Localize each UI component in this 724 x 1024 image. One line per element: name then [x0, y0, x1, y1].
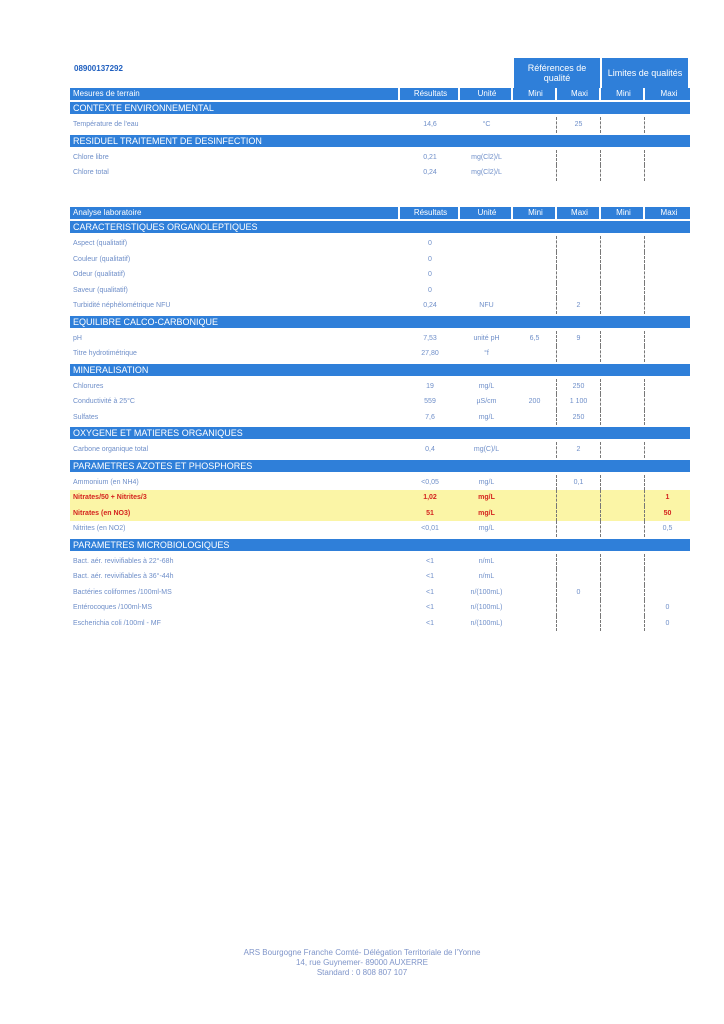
- table-row: [70, 165, 690, 181]
- table-row: [70, 600, 690, 616]
- header-cell: Résultats: [400, 207, 460, 219]
- table-row: [70, 585, 690, 601]
- table-cell: Nitrites (en NO2): [73, 525, 126, 532]
- table-cell: [513, 150, 557, 166]
- table-cell: mg/L: [478, 525, 495, 532]
- table-cell: [601, 150, 645, 166]
- table-cell: n/mL: [478, 557, 495, 565]
- table-row: [70, 616, 690, 632]
- table-cell: [601, 521, 645, 537]
- table-cell: [645, 379, 690, 395]
- table-cell: [513, 554, 557, 570]
- table-cell: 1,02: [423, 494, 437, 501]
- section-title: PARAMETRES AZOTES ET PHOSPHORES: [70, 460, 690, 475]
- footer-line-2: 14, rue Guynemer- 89000 AUXERRE: [295, 958, 429, 967]
- header-groups: [514, 58, 690, 88]
- header-cell: Maxi: [660, 208, 678, 217]
- table-cell: 14,6: [423, 121, 437, 128]
- table-cell: 0,5: [662, 525, 673, 532]
- table-header: [70, 207, 690, 219]
- header-cell: Unité: [460, 88, 513, 100]
- header-cell: Maxi: [557, 88, 601, 100]
- table-cell: Bact. aér. revivifiables à 36°-44h: [73, 573, 174, 580]
- table-cell: 0: [665, 604, 670, 611]
- table-cell: [557, 506, 601, 522]
- header-cell: Mini: [513, 207, 557, 219]
- table-cell: [513, 298, 557, 314]
- table-cell: Turbidité néphélométrique NFU: [73, 302, 171, 309]
- header-cell: Maxi: [557, 207, 601, 219]
- table-cell: [601, 165, 645, 181]
- table-cell: Saveur (qualitatif): [73, 286, 128, 294]
- table-cell: [513, 236, 557, 252]
- table-cell: [513, 569, 557, 585]
- table-cell: mg(Cl2)/L: [471, 153, 502, 161]
- references-header: Références de qualité: [514, 58, 602, 88]
- table-cell: [513, 490, 557, 506]
- table-cell: [513, 506, 557, 522]
- table-cell: [645, 267, 690, 283]
- table-cell: [513, 600, 557, 616]
- limits-header: Limites de qualités: [602, 58, 690, 88]
- table-cell: [460, 267, 513, 283]
- table-cell: [513, 283, 557, 299]
- table-cell: unité pH: [473, 334, 500, 342]
- table-cell: mg(C)/L: [473, 446, 500, 453]
- table-cell: n/(100mL): [470, 604, 503, 611]
- table-row: [70, 150, 690, 166]
- table-cell: mg/L: [478, 478, 495, 486]
- table-row: [70, 554, 690, 570]
- table-cell: [513, 616, 557, 632]
- table-cell: 50: [663, 509, 672, 517]
- table-cell: [513, 267, 557, 283]
- table-cell: [645, 346, 690, 362]
- table-cell: 2: [557, 298, 601, 314]
- table-cell: [601, 394, 645, 410]
- table-cell: mg/L: [478, 382, 495, 390]
- section-title: RESIDUEL TRAITEMENT DE DESINFECTION: [70, 135, 690, 150]
- table-cell: Température de l'eau: [73, 121, 139, 128]
- table-cell: 0,24: [423, 169, 437, 176]
- table-cell: NFU: [479, 302, 494, 309]
- table-cell: 250: [557, 410, 601, 426]
- header-cell: Mini: [601, 207, 645, 219]
- table-cell: 7,53: [423, 334, 437, 342]
- table-cell: [557, 600, 601, 616]
- section-title: EQUILIBRE CALCO-CARBONIQUE: [70, 316, 690, 331]
- table-cell: [557, 150, 601, 166]
- table-cell: 0: [428, 286, 432, 294]
- table-cell: mg/L: [478, 509, 495, 517]
- table-cell: Escherichia coli /100ml - MF: [73, 619, 161, 627]
- table-row: [70, 252, 690, 268]
- table-row: [70, 379, 690, 395]
- table-cell: [645, 569, 690, 585]
- table-cell: [513, 117, 557, 133]
- header-cell: Mesures de terrain: [70, 88, 400, 100]
- table-cell: 2: [557, 442, 601, 458]
- footer-line-3: Standard : 0 808 807 107: [316, 968, 408, 977]
- table-cell: [460, 252, 513, 268]
- table-cell: [557, 252, 601, 268]
- table-cell: Chlorures: [73, 382, 104, 390]
- table-cell: [645, 150, 690, 166]
- table-row: [70, 267, 690, 283]
- footer: [0, 948, 724, 978]
- lab-analysis-table: [70, 207, 690, 631]
- table-cell: [601, 554, 645, 570]
- section-title: OXYGENE ET MATIERES ORGANIQUES: [70, 427, 690, 442]
- table-cell: [645, 252, 690, 268]
- table-cell: [645, 585, 690, 601]
- header-cell: Maxi: [660, 89, 678, 98]
- table-cell: [601, 236, 645, 252]
- header-cell: Résultats: [400, 88, 460, 100]
- field-measurements-table: [70, 88, 690, 181]
- table-cell: [645, 236, 690, 252]
- footer-line-1: ARS Bourgogne Franche Comté- Délégation Territoriale de l'Yonne: [243, 948, 481, 957]
- table-cell: Chlore libre: [73, 153, 109, 161]
- table-cell: 9: [557, 331, 601, 347]
- section-title: MINERALISATION: [70, 364, 690, 379]
- table-cell: Sulfates: [73, 413, 99, 421]
- table-cell: [601, 616, 645, 632]
- header-cell: Mini: [513, 88, 557, 100]
- table-cell: mg(Cl2)/L: [471, 169, 502, 176]
- table-cell: Titre hydrotimétrique: [73, 350, 137, 357]
- table-cell: 0: [665, 619, 670, 627]
- table-row: [70, 410, 690, 426]
- table-cell: 1: [665, 494, 670, 501]
- table-cell: 1 100: [557, 394, 601, 410]
- table-cell: [601, 506, 645, 522]
- table-cell: 559: [424, 398, 436, 405]
- table-cell: [645, 410, 690, 426]
- table-cell: 0: [557, 585, 601, 601]
- table-cell: n/(100mL): [470, 588, 503, 596]
- table-cell: [601, 379, 645, 395]
- table-row: [70, 442, 690, 458]
- table-cell: [601, 569, 645, 585]
- table-cell: [513, 252, 557, 268]
- table-cell: 27,80: [421, 350, 439, 357]
- table-cell: [601, 331, 645, 347]
- section-title: CARACTERISTIQUES ORGANOLEPTIQUES: [70, 221, 690, 236]
- table-cell: <1: [426, 588, 434, 596]
- table-cell: 7,6: [425, 413, 435, 421]
- section-title: PARAMETRES MICROBIOLOGIQUES: [70, 539, 690, 554]
- table-cell: [513, 410, 557, 426]
- table-row: [70, 117, 690, 133]
- table-cell: Entérocoques /100ml-MS: [73, 604, 152, 611]
- table-cell: [601, 283, 645, 299]
- table-cell: °C: [482, 121, 491, 128]
- table-cell: [645, 165, 690, 181]
- table-cell: [460, 283, 513, 299]
- table-cell: µS/cm: [476, 398, 497, 405]
- table-cell: 0,4: [425, 446, 435, 453]
- header-cell: Unité: [460, 207, 513, 219]
- table-cell: Nitrates (en NO3): [73, 509, 131, 517]
- table-cell: [645, 442, 690, 458]
- table-row: [70, 346, 690, 362]
- table-cell: [513, 585, 557, 601]
- table-cell: [557, 236, 601, 252]
- table-cell: [601, 267, 645, 283]
- table-row: [70, 521, 690, 537]
- table-cell: 0: [428, 255, 432, 263]
- table-cell: [645, 298, 690, 314]
- table-header: [70, 88, 690, 100]
- table-cell: 250: [557, 379, 601, 395]
- table-row: [70, 569, 690, 585]
- table-cell: Chlore total: [73, 169, 109, 176]
- table-cell: 0: [428, 240, 432, 247]
- table-row: [70, 283, 690, 299]
- header-cell: Analyse laboratoire: [70, 207, 400, 219]
- table-cell: Bactéries coliformes /100ml-MS: [73, 588, 172, 596]
- table-cell: n/(100mL): [470, 619, 503, 627]
- table-cell: 25: [557, 117, 601, 133]
- table-cell: pH: [73, 334, 82, 342]
- table-cell: [601, 252, 645, 268]
- table-cell: [557, 569, 601, 585]
- table-cell: Couleur (qualitatif): [73, 255, 131, 263]
- table-cell: mg/L: [478, 494, 495, 501]
- table-cell: 0,1: [557, 475, 601, 491]
- table-cell: Carbone organique total: [73, 446, 149, 453]
- table-cell: [513, 442, 557, 458]
- table-cell: [513, 346, 557, 362]
- table-cell: [557, 521, 601, 537]
- table-row: [70, 475, 690, 491]
- table-cell: [513, 475, 557, 491]
- table-cell: Ammonium (en NH4): [73, 478, 139, 486]
- table-row: [70, 236, 690, 252]
- table-cell: <1: [426, 573, 434, 580]
- table-cell: [601, 585, 645, 601]
- table-cell: Nitrates/50 + Nitrites/3: [73, 494, 147, 501]
- table-cell: [557, 490, 601, 506]
- table-cell: [601, 600, 645, 616]
- table-row: [70, 331, 690, 347]
- table-cell: Bact. aér. revivifiables à 22°-68h: [73, 557, 174, 565]
- table-cell: Odeur (qualitatif): [73, 271, 126, 278]
- table-cell: [601, 475, 645, 491]
- table-row: [70, 490, 690, 506]
- table-cell: [645, 475, 690, 491]
- table-cell: °f: [484, 350, 489, 357]
- table-cell: Conductivité à 25°C: [73, 398, 135, 405]
- table-cell: 6,5: [513, 331, 557, 347]
- table-cell: [513, 379, 557, 395]
- table-cell: [601, 298, 645, 314]
- table-cell: [645, 331, 690, 347]
- table-cell: [601, 117, 645, 133]
- header-cell: Mini: [601, 88, 645, 100]
- table-cell: [645, 117, 690, 133]
- table-cell: 0,21: [423, 153, 437, 161]
- table-cell: [513, 165, 557, 181]
- table-row: [70, 506, 690, 522]
- table-cell: [460, 236, 513, 252]
- table-cell: mg/L: [478, 413, 495, 421]
- table-cell: 19: [426, 382, 434, 390]
- table-cell: [645, 554, 690, 570]
- table-cell: [601, 442, 645, 458]
- table-cell: <0,01: [421, 525, 439, 532]
- table-cell: [557, 267, 601, 283]
- table-cell: 0: [428, 271, 432, 278]
- table-cell: <1: [426, 619, 434, 627]
- table-cell: [601, 346, 645, 362]
- table-cell: <1: [426, 557, 434, 565]
- table-cell: 200: [513, 394, 557, 410]
- table-cell: [601, 410, 645, 426]
- table-cell: [645, 394, 690, 410]
- section-title: CONTEXTE ENVIRONNEMENTAL: [70, 102, 690, 117]
- table-cell: Aspect (qualitatif): [73, 240, 128, 247]
- table-cell: [557, 165, 601, 181]
- table-cell: 51: [426, 509, 434, 517]
- table-row: [70, 298, 690, 314]
- table-cell: [557, 346, 601, 362]
- table-cell: [557, 283, 601, 299]
- table-cell: [557, 616, 601, 632]
- table-cell: [601, 490, 645, 506]
- table-cell: n/mL: [478, 573, 495, 580]
- table-row: [70, 394, 690, 410]
- document-id: 08900137292: [74, 64, 123, 73]
- table-cell: [645, 283, 690, 299]
- table-cell: <0,05: [421, 478, 439, 486]
- table-cell: [513, 521, 557, 537]
- table-cell: [557, 554, 601, 570]
- table-cell: 0,24: [423, 302, 437, 309]
- table-cell: <1: [426, 604, 434, 611]
